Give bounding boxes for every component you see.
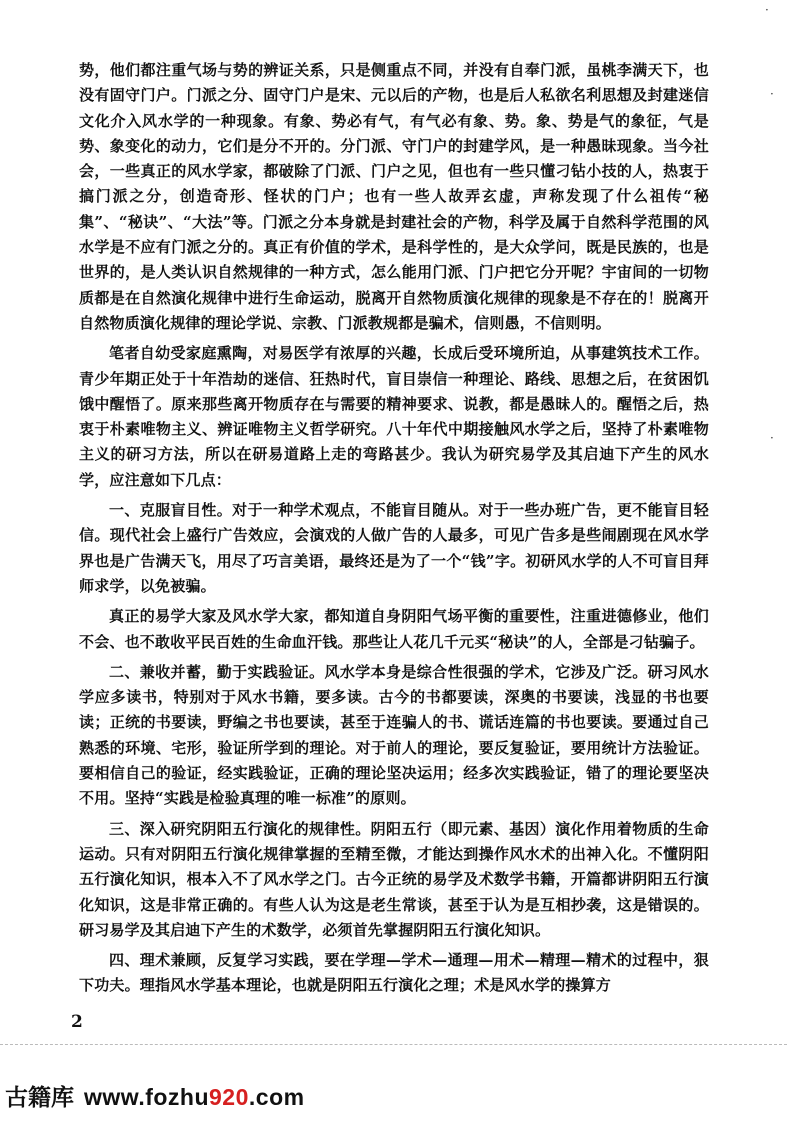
paragraph-point-one: 一、克服盲目性。对于一种学术观点，不能盲目随从。对于一些办班广告，更不能盲目轻信。现代社会上盛行广告效应，会演戏的人做广告的人最多，可见广告多是些闹剧现在风水学界也是广告满天飞，用尽了巧言美语，最终还是为了一个“钱”字。初研风水学的人不可盲目拜师求学，以免被骗。 [79, 501, 709, 595]
page-number: 2 [71, 1012, 83, 1032]
footer-divider [0, 1044, 787, 1045]
watermark-url [84, 1084, 305, 1110]
watermark-url-suffix: .com [248, 1084, 305, 1110]
scan-dot-mark: · [765, 3, 769, 17]
watermark-url-number: 920 [209, 1084, 249, 1110]
paragraph-point-two: 二、兼收并蓄，勤于实践验证。风水学本身是综合性很强的学术，它涉及广泛。研习风水学应多读书，特别对于风水书籍，要多读。古今的书都要读，深奥的书要读，浅显的书也要读；正统的书要读，野编之书也要读，甚至于连骗人的书、谎话连篇的书也要读。要通过自己熟悉的环境、宅形，验证所学到的理论。对于前人的理论，要反复验证，要用统计方法验证。要相信自己的验证，经实践验证，正确的理论坚决运用；经多次实践验证，错了的理论要坚决不用。坚持“实践是检验真理的唯一标准”的原则。 [79, 662, 709, 808]
site-watermark [5, 1079, 305, 1112]
paragraph-author-background: 笔者自幼受家庭熏陶，对易医学有浓厚的兴趣，长成后受环境所迫，从事建筑技术工作。青少年期正处于十年浩劫的迷信、狂热时代，盲目崇信一种理论、路线、思想之后，在贫困饥饿中醒悟了。原来那些离开物质存在与需要的精神要求、说教，都是愚昧人的。醒悟之后，热衷于朴素唯物主义、辨证唯物主义哲学研究。八十年代中期接触风水学之后，坚持了朴素唯物主义的研习方法，所以在研易道路上走的弯路甚少。我认为研究易学及其启迪下产生的风水学，应注意如下几点： [79, 344, 709, 489]
watermark-name: 古籍库 [5, 1084, 74, 1110]
scan-dot-mark: · [770, 431, 774, 445]
watermark-url-prefix: www.fozhu [84, 1084, 210, 1110]
paragraph-point-four: 四、理术兼顾，反复学习实践，要在学理—学术—通理—用术—精理—精术的过程中，狠下功夫。理指风水学基本理论，也就是阴阳五行演化之理；术是风水学的操算方 [79, 951, 709, 995]
scan-dot-mark: · [770, 87, 774, 101]
page-body [79, 58, 709, 999]
paragraph-continuation: 势，他们都注重气场与势的辨证关系，只是侧重点不同，并没有自奉门派，虽桃李满天下，也没有固守门户。门派之分、固守门户是宋、元以后的产物，也是后人私欲名利思想及封建迷信文化介入风水学的一种现象。有象、势必有气，有气必有象、势。象、势是气的象征，气是势、象变化的动力，它们是分不开的。分门派、守门户的封建学风，是一种愚昧现象。当今社会，一些真正的风水学家，都破除了门派、门户之见，但也有一些只懂刁钻小技的人，热衷于搞门派之分，创造奇形、怪状的门户；也有一些人故弄玄虚，声称发现了什么祖传“秘集”、“秘诀”、“大法”等。门派之分本身就是封建社会的产物，科学及属于自然科学范围的风水学是不应有门派之分的。真正有价值的学术，是科学性的，是大众学问，既是民族的，也是世界的，是人类认识自然规律的一种方式，怎么能用门派、门户把它分开呢？宇宙间的一切物质都是在自然演化规律中进行生命运动，脱离开自然物质演化规律的现象是不存在的！脱离开自然物质演化规律的理论学说、宗教、门派教规都是骗术，信则愚，不信则明。 [79, 61, 709, 332]
paragraph-point-three: 三、深入研究阴阳五行演化的规律性。阴阳五行（即元素、基因）演化作用着物质的生命运动。只有对阴阳五行演化规律掌握的至精至微，才能达到操作风水术的出神入化。不懂阴阳五行演化知识，根本入不了风水学之门。古今正统的易学及术数学书籍，开篇都讲阴阳五行演化知识，这是非常正确的。有些人认为这是老生常谈，甚至于认为是互相抄袭，这是错误的。研习易学及其启迪下产生的术数学，必须首先掌握阴阳五行演化知识。 [79, 819, 709, 939]
paragraph-true-masters: 真正的易学大家及风水学大家，都知道自身阴阳气场平衡的重要性，注重进德修业，他们不会、也不敢收平民百姓的生命血汗钱。那些让人花几千元买“秘诀”的人，全部是刁钻骗子。 [79, 607, 709, 651]
